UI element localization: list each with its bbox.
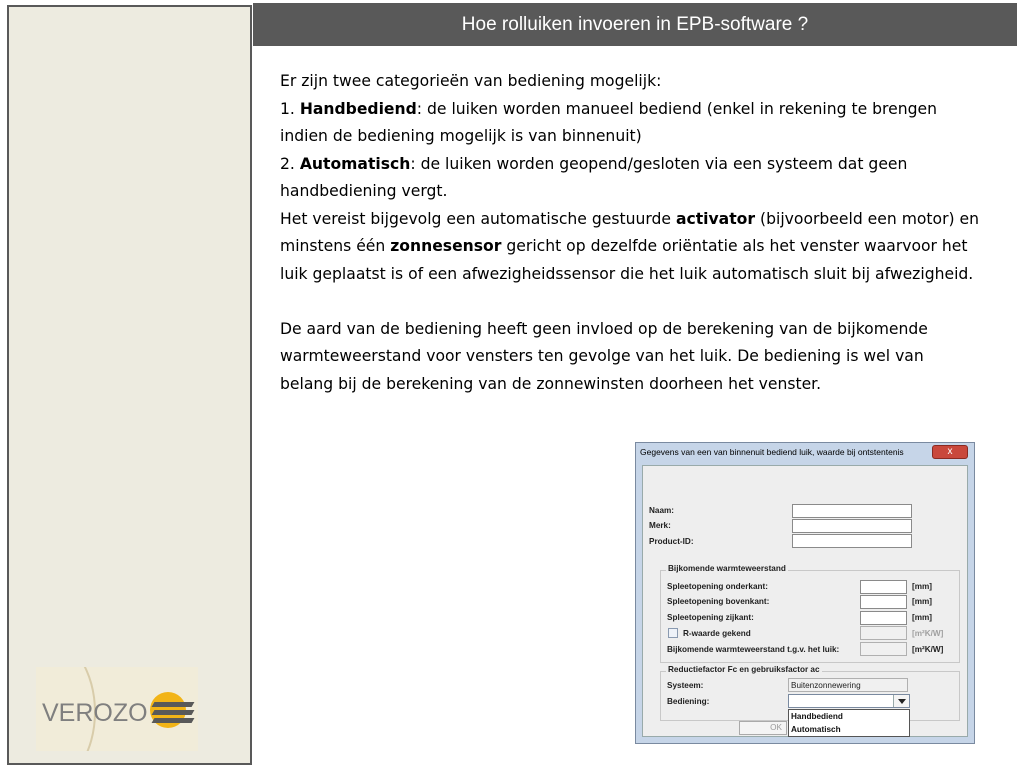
left-sidebar-panel	[7, 5, 252, 765]
slide-title: Hoe rolluiken invoeren in EPB-software ?	[253, 3, 1017, 46]
requirements-text	[280, 206, 980, 289]
group-title: Bijkomende warmteweerstand	[668, 564, 786, 573]
unit-label: [m²K/W]	[912, 645, 944, 654]
systeem-label: Systeem:	[667, 681, 704, 690]
rwaarde-field	[860, 626, 907, 640]
dialog-body	[642, 465, 968, 737]
product-id-field[interactable]	[792, 534, 912, 548]
bediening-select[interactable]	[788, 694, 910, 708]
unit-label: [mm]	[912, 597, 933, 606]
systeem-value: Buitenzonnewering	[791, 681, 861, 690]
group-title: Reductiefactor Fc en gebruiksfactor ac	[668, 665, 820, 674]
dialog-title: Gegevens van een van binnenuit bediend luik, waarde bij ontstentenis	[640, 447, 904, 457]
zijkant-field[interactable]	[860, 611, 907, 625]
close-button[interactable]: x	[932, 445, 968, 459]
unit-label: [mm]	[912, 582, 933, 591]
onderkant-label: Spleetopening onderkant:	[667, 582, 768, 591]
item-text: : de luiken worden manueel bediend (enkel in rekening te brengen indien de bediening mogelijk is van binnenuit)	[280, 99, 937, 145]
term-zonnesensor: zonnesensor	[390, 237, 502, 255]
rwaarde-checkbox[interactable]	[668, 628, 678, 638]
text-span: gericht op dezelfde oriëntatie als het venster waarvoor het luik geplaatst is of een afwezigheidssensor die het luik automatisch sluit bij afwezigheid.	[280, 237, 974, 283]
rwaarde-label: R-waarde gekend	[683, 629, 751, 638]
item-automatisch	[280, 151, 980, 206]
merk-field[interactable]	[792, 519, 912, 533]
logo-shutter-icon	[153, 702, 193, 732]
systeem-field	[788, 678, 908, 692]
item-number: 2.	[280, 154, 300, 173]
naam-field[interactable]	[792, 504, 912, 518]
text-span: (bijvoorbeeld een motor) en minstens één	[280, 209, 980, 255]
dropdown-option-automatisch[interactable]: Automatisch	[791, 725, 841, 734]
shutter-data-dialog	[635, 442, 975, 744]
term-activator: activator	[675, 209, 756, 228]
naam-label: Naam:	[649, 506, 675, 515]
conclusion-text: De aard van de bediening heeft geen invloed op de berekening van de bijkomende warmteweerstand voor vensters ten gevolge van het luik. De bediening is wel van belang bij de berekening van de zonnewinsten doorheen het venster.	[280, 319, 928, 393]
item-text: : de luiken worden geopend/gesloten via een systeem dat geen handbediening vergt.	[280, 154, 908, 200]
logo-text: VEROZO	[42, 699, 148, 727]
ok-button[interactable]: OK	[739, 721, 787, 735]
text-span: Het vereist bijgevolg een automatische gestuurde	[280, 209, 676, 228]
verozo-logo	[36, 667, 198, 751]
bediening-dropdown	[788, 709, 910, 737]
item-handbediend	[280, 96, 980, 151]
onderkant-field[interactable]	[860, 580, 907, 594]
unit-label: [m²K/W]	[912, 629, 944, 638]
unit-label: [mm]	[912, 613, 933, 622]
zijkant-label: Spleetopening zijkant:	[667, 613, 754, 622]
bediening-label: Bediening:	[667, 697, 710, 706]
dropdown-option-handbediend[interactable]: Handbediend	[791, 712, 843, 721]
product-id-label: Product-ID:	[649, 537, 694, 546]
bijkomende-label: Bijkomende warmteweerstand t.g.v. het luik:	[667, 645, 840, 654]
item-number: 1.	[280, 99, 300, 118]
bijkomende-field	[860, 642, 907, 656]
slide-body	[280, 68, 980, 398]
term-handbediend: Handbediend	[299, 99, 417, 118]
term-automatisch: Automatisch	[299, 154, 411, 173]
chevron-down-icon[interactable]	[893, 695, 909, 707]
intro-text: Er zijn twee categorieën van bediening mogelijk:	[280, 72, 662, 90]
bovenkant-field[interactable]	[860, 595, 907, 609]
merk-label: Merk:	[649, 521, 671, 530]
bovenkant-label: Spleetopening bovenkant:	[667, 597, 770, 606]
